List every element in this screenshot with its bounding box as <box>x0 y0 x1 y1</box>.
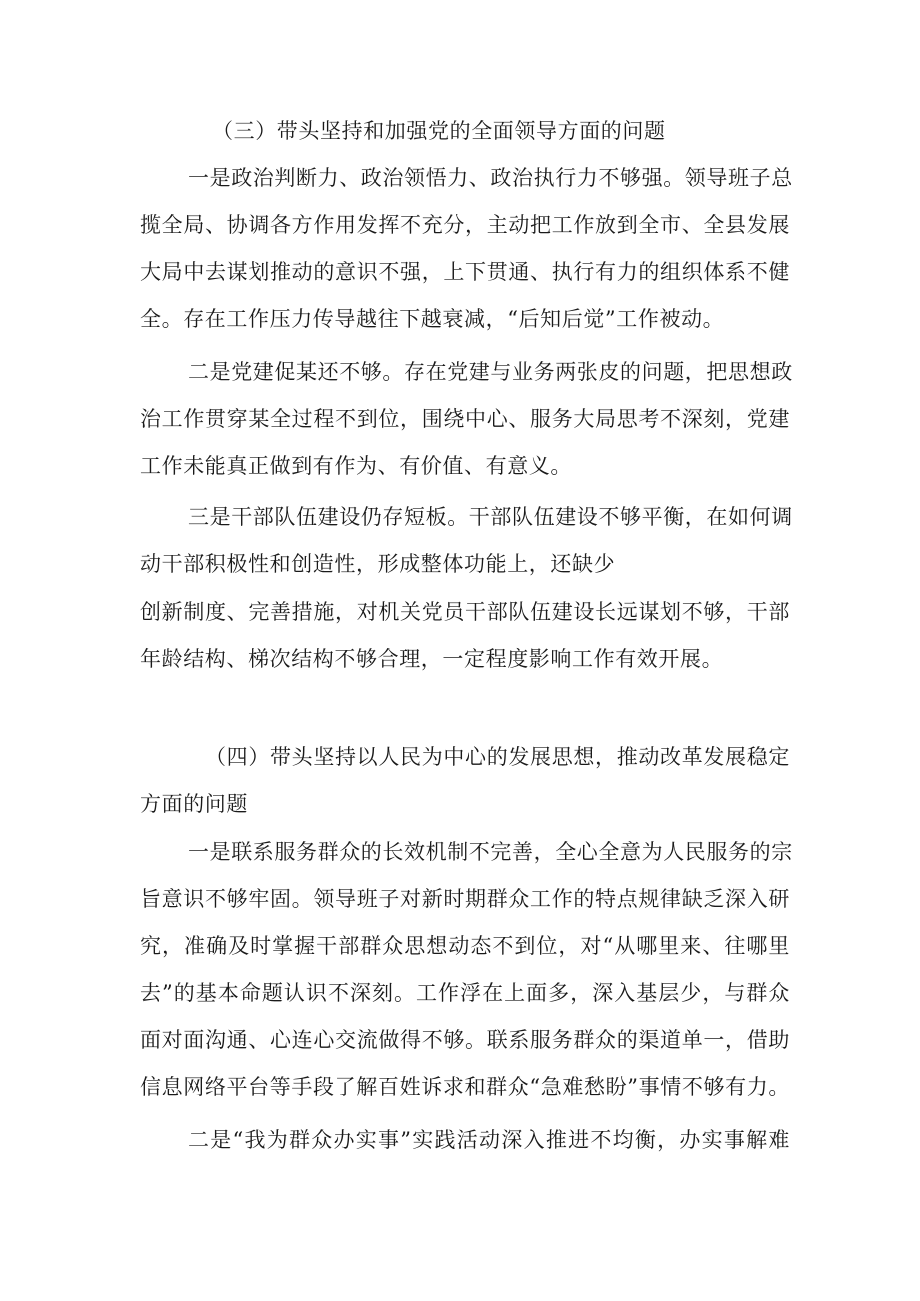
section3-para1-line4: 全。存在工作压力传导越往下越衰减，“后知后觉”工作被动。 <box>140 307 725 331</box>
section3-para2-line2: 治工作贯穿某全过程不到位，围绕中心、服务大局思考不深刻，党建 <box>140 407 790 431</box>
section3-para2-line3: 工作未能真正做到有作为、有价值、有意义。 <box>140 454 572 478</box>
section4-heading-line2: 方面的问题 <box>140 792 248 816</box>
section4-para1-line4: 去”的基本命题认识不深刻。工作浮在上面多，深入基层少，与群众 <box>140 981 790 1005</box>
section4-para1-line2: 旨意识不够牢固。领导班子对新时期群众工作的特点规律缺乏深入研 <box>140 887 790 911</box>
section3-para1-line2: 揽全局、协调各方作用发挥不充分，主动把工作放到全市、全县发展 <box>140 213 790 237</box>
section4-para1-line3: 究，准确及时掌握干部群众思想动态不到位，对“从哪里来、往哪里 <box>140 934 790 958</box>
section3-para3-line2: 动干部积极性和创造性，形成整体功能上，还缺少 <box>140 552 616 576</box>
section4-para2-line1: 二是“我为群众办实事”实践活动深入推进不均衡，办实事解难 <box>188 1128 790 1152</box>
section4-para1-line6: 信息网络平台等手段了解百姓诉求和群众“急难愁盼”事情不够有力。 <box>140 1075 790 1099</box>
section3-para3-line3: 创新制度、完善措施，对机关党员干部队伍建设长远谋划不够，干部 <box>140 600 790 624</box>
section4-para1-line5: 面对面沟通、心连心交流做得不够。联系服务群众的渠道单一，借助 <box>140 1028 790 1052</box>
section3-heading: （三）带头坚持和加强党的全面领导方面的问题 <box>212 119 666 143</box>
section3-para3-line4: 年龄结构、梯次结构不够合理，一定程度影响工作有效开展。 <box>140 647 724 671</box>
section3-para1-line3: 大局中去谋划推动的意识不强，上下贯通、执行有力的组织体系不健 <box>140 260 790 284</box>
section3-para3-line1: 三是干部队伍建设仍存短板。干部队伍建设不够平衡，在如何调 <box>188 505 793 529</box>
section4-para1-line1: 一是联系服务群众的长效机制不完善，全心全意为人民服务的宗 <box>188 840 793 864</box>
section3-para2-line1: 二是党建促某还不够。存在党建与业务两张皮的问题，把思想政 <box>188 360 793 384</box>
section4-heading-line1: （四）带头坚持以人民为中心的发展思想，推动改革发展稳定 <box>205 745 790 769</box>
section3-para1-line1: 一是政治判断力、政治领悟力、政治执行力不够强。领导班子总 <box>188 166 793 190</box>
